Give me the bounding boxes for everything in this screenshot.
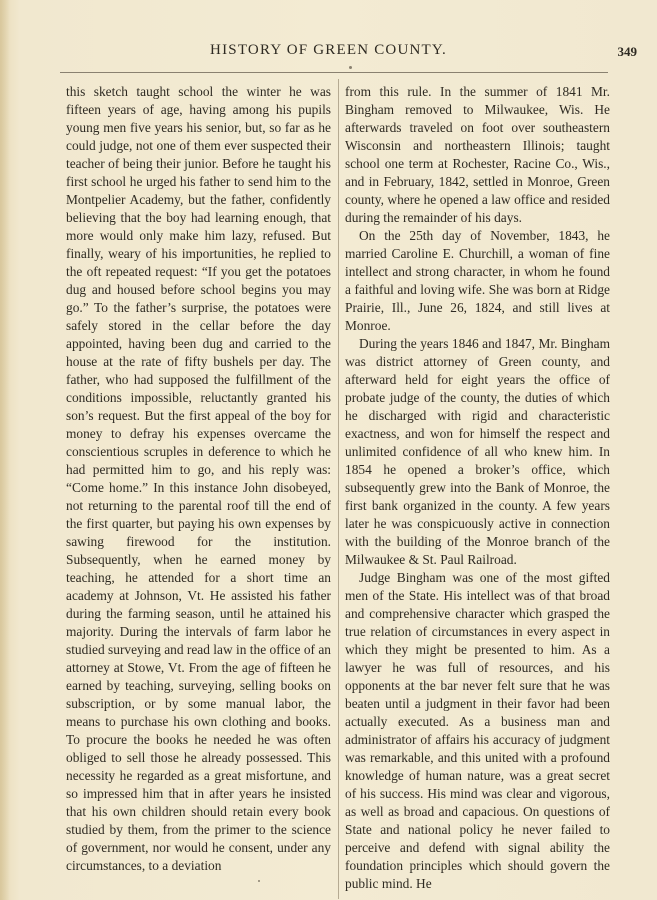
page-header [0,40,657,64]
page-number: 349 [617,44,637,59]
paragraph: Judge Bingham was one of the most gifted men of the State. His intellect was of that broad and comprehensive character which grasped the true relation of circumstances in every aspect in which they might be presented to him. As a lawyer he was full of resources, and his opponents at the bar never felt sure that he was beaten until a judgment in their favor had been actually executed. As a business man and administrator of affairs his accuracy of judgment was remarkable, and this united with a profound knowledge of human nature, was a great secret of his success. His mind was clear and vigorous, as well as broad and capacious. On questions of State and national policy he never failed to perceive and defend with signal ability the foundation principles which should govern the public mind. He [345,570,610,891]
paragraph: from this rule. In the summer of 1841 Mr. Bingham removed to Milwaukee, Wis. He afterwards traveled on foot over southeastern Wisconsin and northeastern Illinois; taught school one term at Rochester, Racine Co., Wis., and in February, 1842, settled in Monroe, Green county, where he opened a law office and resided during the remainder of his days. [345,84,610,225]
header-rule [60,72,608,73]
ornament-dot [349,66,352,69]
binding-shadow [0,0,10,900]
right-column [345,83,610,893]
paragraph: On the 25th day of November, 1843, he married Caroline E. Churchill, a woman of fine intellect and strong character, in whom he found a faithful and loving wife. She was born at Ridge Prairie, Ill., June 26, 1824, and still lives at Monroe. [345,228,610,333]
paragraph: this sketch taught school the winter he was fifteen years of age, having among his pupils young men five years his senior, but, so far as he could judge, not one of them ever suspected their teacher of being their junior. Before he taught his first school he urged his father to send him to the Montpelier Academy, but the father, confidently believing that the boy had learning enough, that more would only make him lazy, refused. But finally, weary of his importunities, he replied to the oft repeated request: “If you get the potatoes dug and housed before school begins you may go.” To the father’s surprise, the potatoes were safely stored in the cellar before the day appointed, having been dug and carried to the house at the rate of fifty bushels per day. The father, who had supposed the fulfillment of the conditions impossible, reluctantly granted his son’s request. But the first appeal of the boy for money to defray his expenses overcame the conscientious scruples in deference to which he had permitted him to go, and his reply was: “Come home.” In this instance John disobeyed, not returning to the parental roof till the end of the first quarter, but paying his own expenses by sawing firewood for the institution. Subsequently, when he earned money by teaching, he attended for a short time an academy at Johnson, Vt. He assisted his father during the farming season, until he attained his majority. During the intervals of farm labor he studied surveying and read law in the office of an attorney at Stowe, Vt. From the age of fifteen he earned by teaching, surveying, selling books on subscription, or by some manual labor, the means to purchase his own clothing and books. To procure the books he needed he was often obliged to sell those he already possessed. This necessity he regarded as a great misfortune, and so impressed him that in after years he insisted that his own children should retain every book studied by them, from the primer to the science of government, nor would he consent, under any circumstances, to a deviation [66,84,331,873]
print-speck [258,880,260,882]
left-column [66,83,331,875]
column-divider [338,79,339,899]
paragraph: During the years 1846 and 1847, Mr. Bingham was district attorney of Green county, and afterward held for eight years the office of probate judge of the county, the duties of which he discharged with rigid and characteristic exactness, and won for himself the respect and unlimited confidence of all who knew him. In 1854 he opened a broker’s office, which subsequently grew into the Bank of Monroe, the first bank organized in the county. A few years later he was conspicuously active in connection with the building of the Monroe branch of the Milwaukee & St. Paul Railroad. [345,336,610,567]
running-title: HISTORY OF GREEN COUNTY. [210,42,447,58]
